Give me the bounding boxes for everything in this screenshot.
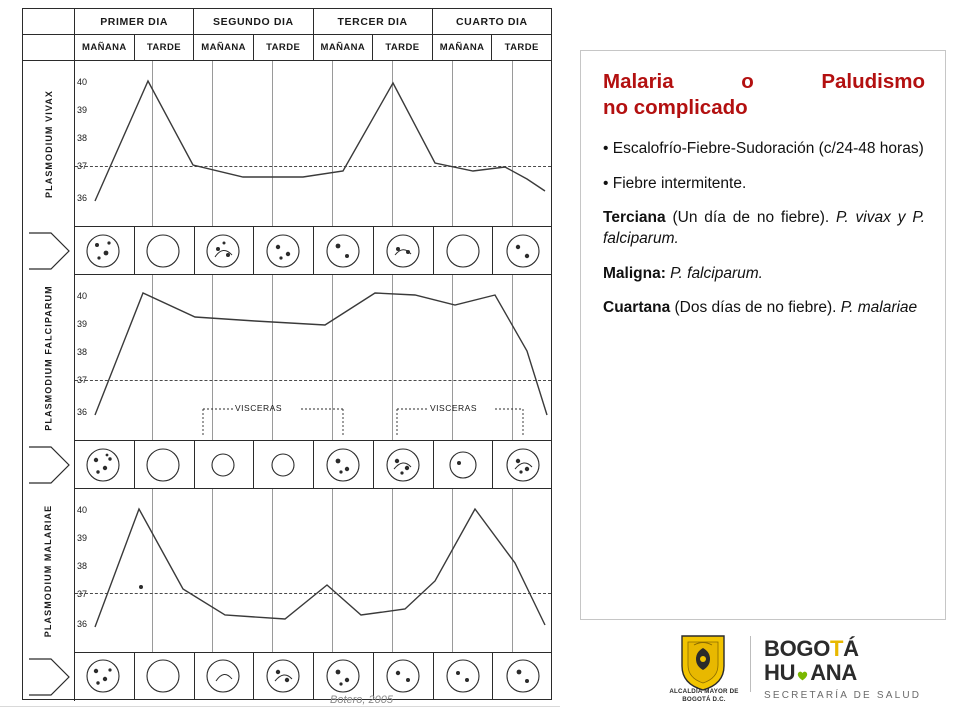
- page-title: [603, 69, 925, 120]
- ytick-39-malariae: 39: [77, 533, 88, 543]
- ytick-38-malariae: 38: [77, 561, 88, 571]
- fever-curve-falciparum: [75, 275, 551, 441]
- smear-cell-3: [195, 227, 255, 274]
- secretaria-de-salud-label: SECRETARÍA DE SALUD: [764, 690, 922, 701]
- paragraph-terciana: [603, 207, 925, 250]
- smear-cell-8: [493, 227, 553, 274]
- smear-cell-f7: [434, 441, 494, 488]
- ytick-36-malariae: 36: [77, 619, 88, 629]
- halfday-header-8: TARDE: [504, 42, 539, 53]
- ytick-36-vivax: 36: [77, 193, 88, 203]
- page-title-line1: Malaria o Paludismo: [603, 70, 925, 93]
- smear-cell-f8: [493, 441, 553, 488]
- halfday-header-7: MAÑANA: [433, 35, 493, 60]
- header-corner-spacer-2: [23, 35, 75, 60]
- day-header-2: SEGUNDO DIA: [194, 9, 313, 34]
- halfday-header-5: MAÑANA: [314, 35, 374, 60]
- smear-cell-2: [135, 227, 195, 274]
- ytick-40-malariae: 40: [77, 505, 88, 515]
- row-bracket-falciparum: [23, 441, 75, 489]
- chart-table-frame: [22, 8, 552, 700]
- microscopy-row-malariae: [75, 653, 551, 700]
- ytick-40-vivax: 40: [77, 77, 88, 87]
- ytick-40-falciparum: 40: [77, 291, 88, 301]
- fever-polyline-malariae: [75, 489, 553, 653]
- microscopy-row-vivax: [75, 227, 551, 275]
- heart-icon: [796, 663, 809, 676]
- cuartana-label: Cuartana: [603, 299, 671, 317]
- day-header-1: PRIMER DIA: [75, 9, 194, 34]
- smear-cell-m5: [314, 653, 374, 700]
- annotation-visceras-1: VISCERAS: [235, 403, 282, 413]
- halfday-header-4: TARDE: [254, 35, 314, 60]
- footer-logos: [669, 632, 948, 710]
- paragraph-cuartana: [603, 297, 925, 318]
- row-label-falciparum: PLASMODIUM FALCIPARUM: [23, 275, 75, 441]
- smear-cell-f2: [135, 441, 195, 488]
- row-label-vivax: PLASMODIUM VIVAX: [23, 61, 75, 227]
- halfday-header-3: MAÑANA: [194, 35, 254, 60]
- ytick-36-falciparum: 36: [77, 407, 88, 417]
- ytick-38-falciparum: 38: [77, 347, 88, 357]
- smear-cell-1: [75, 227, 135, 274]
- chevron-bracket-icon-3: [25, 657, 71, 697]
- day-header-4: CUARTO DIA: [456, 15, 528, 28]
- smear-cell-m7: [434, 653, 494, 700]
- smear-cell-5: [314, 227, 374, 274]
- ytick-37-malariae: 37: [77, 589, 88, 599]
- smear-cell-m4: [254, 653, 314, 700]
- wordmark-line2: HU ANA: [764, 660, 857, 685]
- chevron-bracket-icon-2: [25, 445, 71, 485]
- header-corner-spacer: [23, 9, 75, 34]
- fever-curve-vivax: [75, 61, 551, 227]
- ytick-37-vivax: 37: [77, 161, 88, 171]
- paragraph-maligna: [603, 263, 925, 284]
- terciana-label: Terciana: [603, 209, 666, 226]
- fever-curve-malariae: [75, 489, 551, 653]
- visceras-leader-lines: [75, 395, 553, 435]
- shield-caption: ALCALDÍA MAYOR DE BOGOTÁ D.C.: [669, 688, 739, 703]
- logo-divider: [750, 636, 751, 692]
- row-label-malariae: PLASMODIUM MALARIAE: [23, 489, 75, 653]
- maligna-label: Maligna:: [603, 264, 666, 282]
- bogota-humana-wordmark: [764, 638, 859, 684]
- bogota-coat-of-arms-icon: [672, 632, 734, 694]
- ytick-37-falciparum: 37: [77, 375, 88, 385]
- maligna-species: P. falciparum.: [665, 264, 763, 282]
- smear-cell-f1: [75, 441, 135, 488]
- terciana-text: (Un día de no fiebre).: [665, 209, 837, 226]
- row-bracket-malariae: [23, 653, 75, 701]
- text-card: [580, 50, 946, 620]
- chevron-bracket-icon-1: [25, 231, 71, 271]
- fever-polyline-vivax: [75, 61, 553, 227]
- figure-credit: Botero, 2005: [330, 694, 393, 706]
- row-bracket-vivax: [23, 227, 75, 275]
- smear-cell-6: [374, 227, 434, 274]
- smear-cell-7: [434, 227, 494, 274]
- smear-cell-m2: [135, 653, 195, 700]
- terciana-species: P. vivax y P. falciparum.: [603, 209, 925, 248]
- day-header-3: TERCER DIA: [314, 9, 433, 34]
- halfday-header-6: TARDE: [373, 35, 433, 60]
- chart-panel-malariae: [23, 489, 551, 701]
- day-header-row: [23, 9, 551, 35]
- chart-panel-falciparum: [23, 275, 551, 489]
- smear-cell-m1: [75, 653, 135, 700]
- smear-cell-f6: [374, 441, 434, 488]
- smear-cell-4: [254, 227, 314, 274]
- cuartana-species: P. malariae: [840, 299, 918, 317]
- smear-cell-m3: [195, 653, 255, 700]
- annotation-visceras-2: VISCERAS: [430, 403, 477, 413]
- halfday-header-row: [23, 35, 551, 61]
- cuartana-text: (Dos días de no fiebre).: [670, 299, 841, 317]
- ytick-39-falciparum: 39: [77, 319, 88, 329]
- info-panel: [566, 0, 960, 720]
- microscopy-row-falciparum: [75, 441, 551, 489]
- footer-divider-left: [0, 706, 560, 707]
- smear-cell-f3: [195, 441, 255, 488]
- smear-cell-f4: [254, 441, 314, 488]
- page-title-line2: no complicado: [603, 95, 748, 119]
- smear-cell-f5: [314, 441, 374, 488]
- halfday-header-1: MAÑANA: [75, 35, 135, 60]
- ytick-39-vivax: 39: [77, 105, 88, 115]
- ytick-38-vivax: 38: [77, 133, 88, 143]
- smear-cell-m8: [493, 653, 553, 700]
- chart-panel-vivax: [23, 61, 551, 275]
- bullet-escalofrio: • Escalofrío-Fiebre-Sudoración (c/24-48 horas): [603, 140, 924, 158]
- halfday-header-2: TARDE: [135, 35, 195, 60]
- wordmark-line1: BOGOTÁ: [764, 636, 859, 661]
- smear-cell-m6: [374, 653, 434, 700]
- bullet-fiebre-intermitente: • Fiebre intermitente.: [603, 174, 747, 192]
